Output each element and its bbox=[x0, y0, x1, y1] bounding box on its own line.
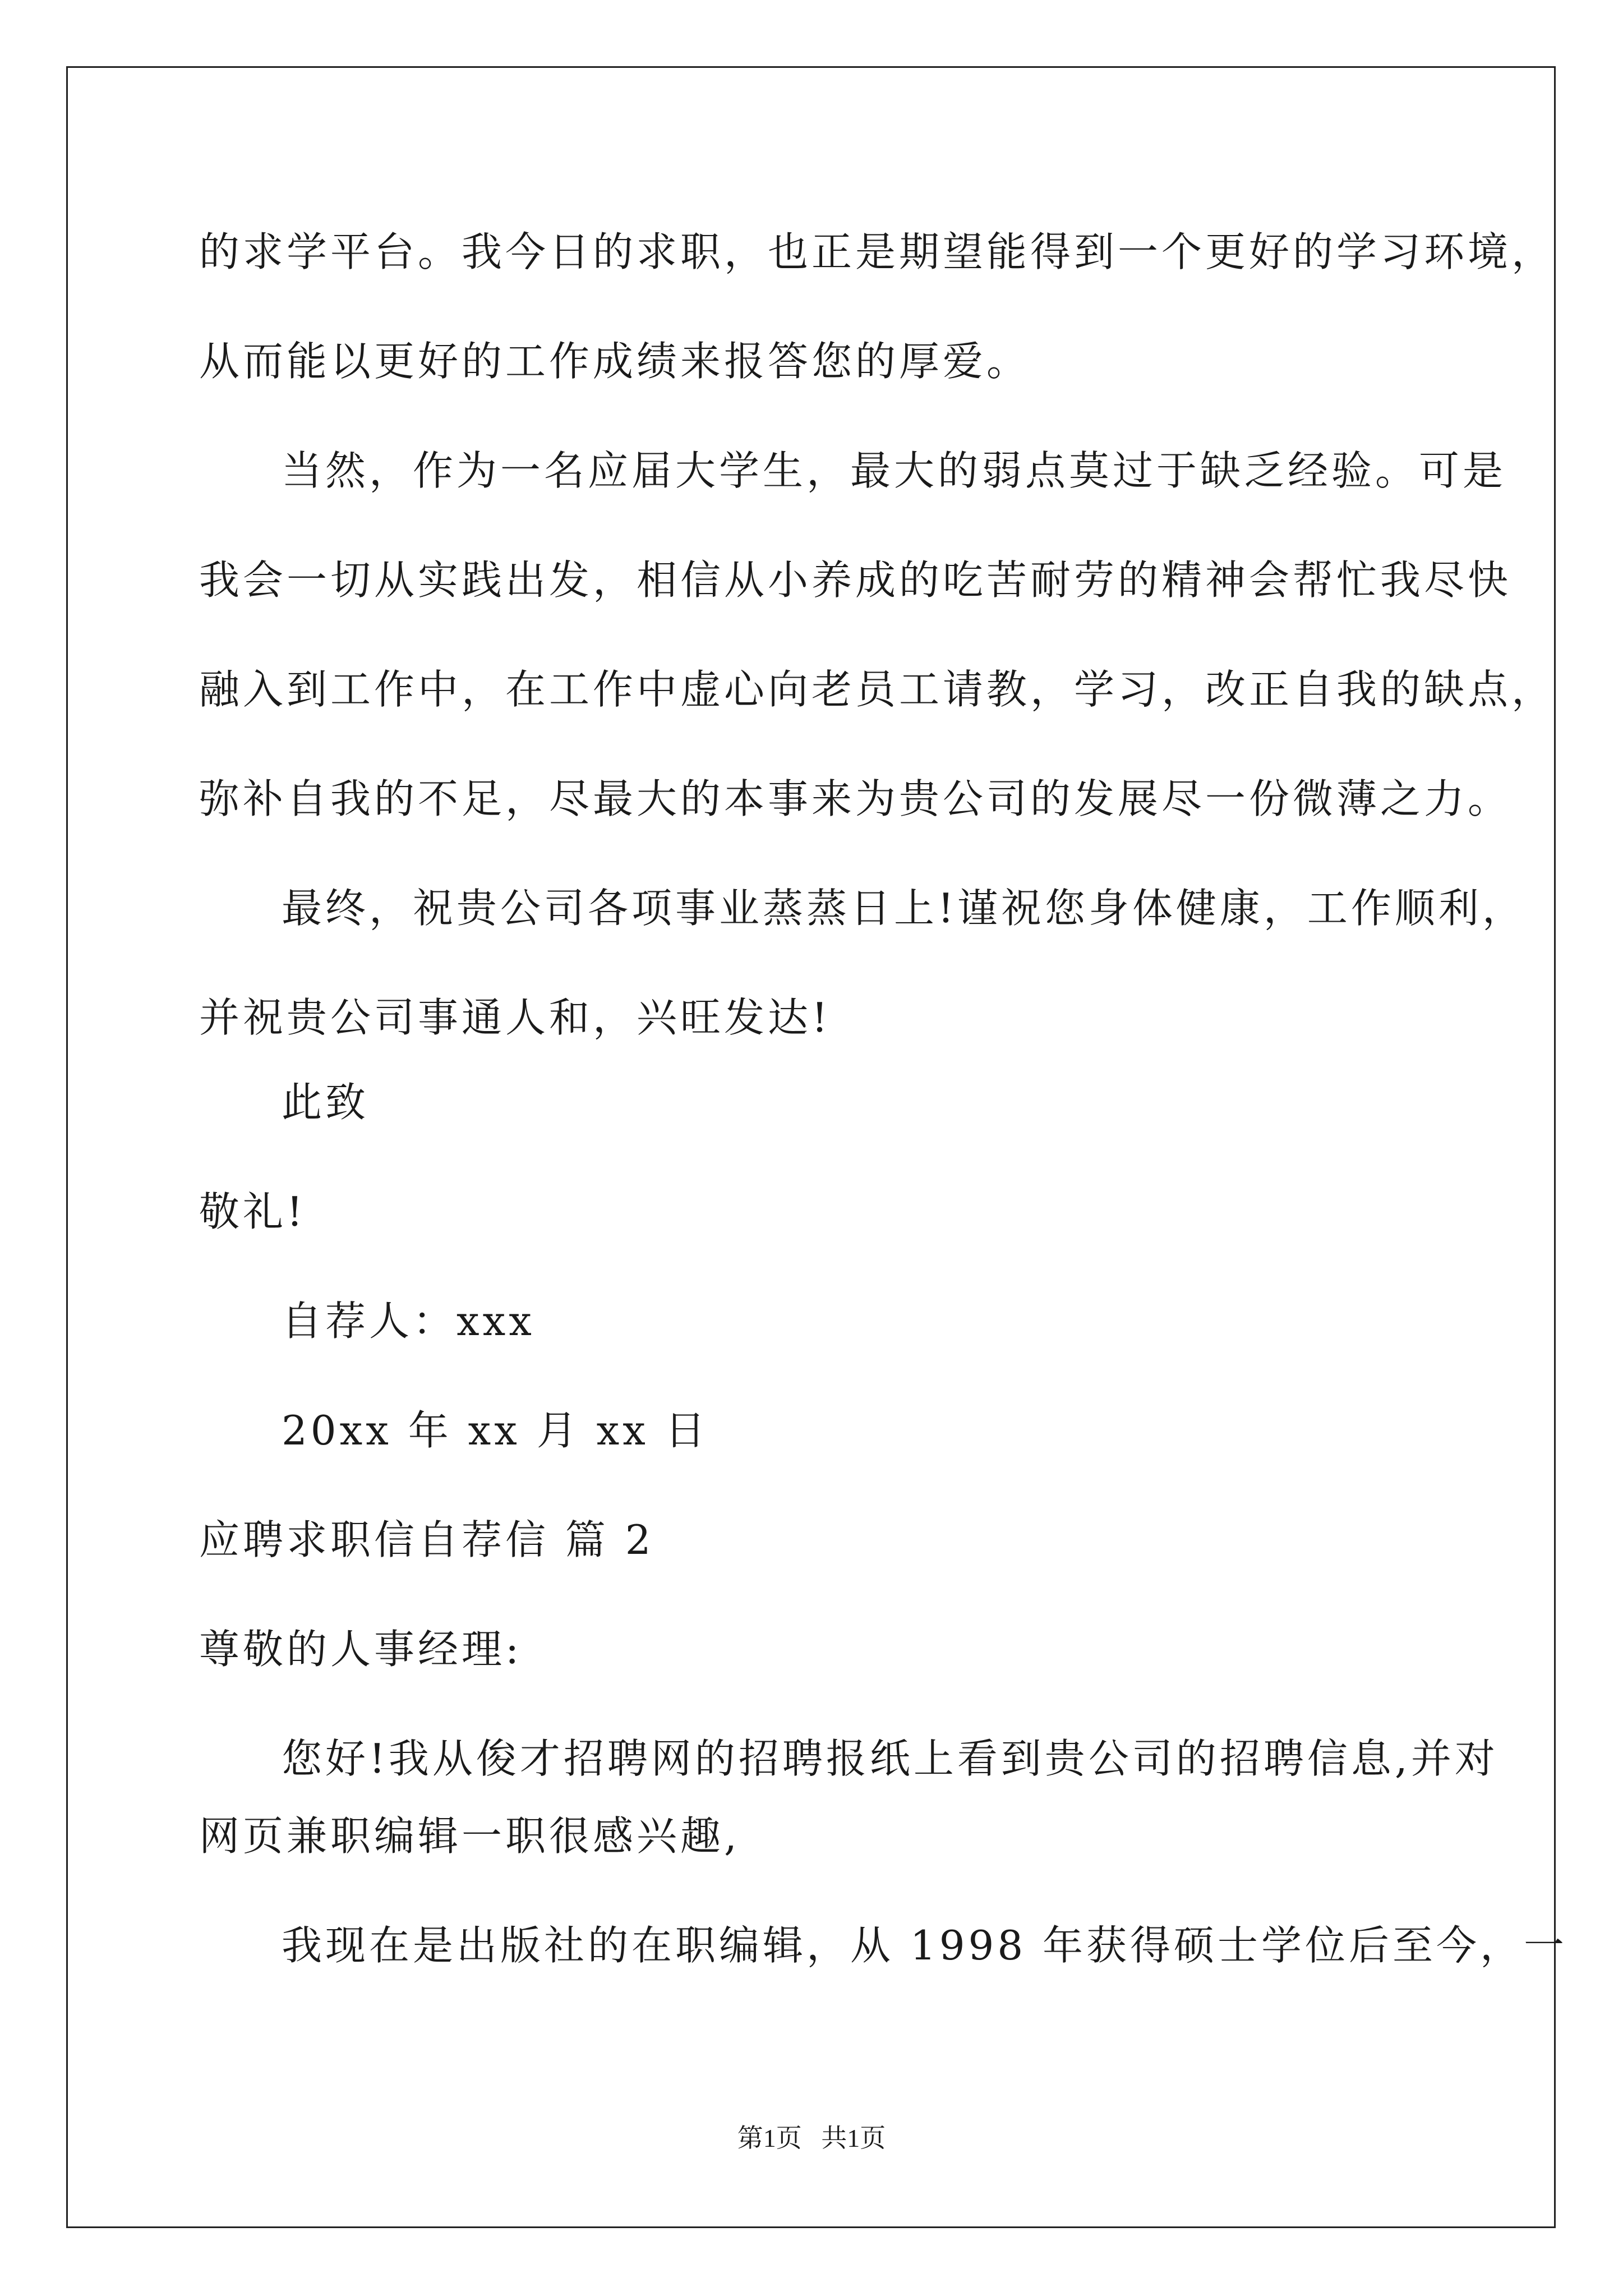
text-line-3: 当然，作为一名应届大学生，最大的弱点莫过于缺乏经验。可是 bbox=[282, 447, 1507, 494]
page-footer: 第1页 共1页 bbox=[737, 2124, 886, 2152]
closing-regards: 敬礼! bbox=[199, 1188, 306, 1235]
text-line-17: 我现在是出版社的在职编辑，从 1998 年获得硕士学位后至今，一 bbox=[282, 1922, 1568, 1969]
signature-line: 自荐人：xxx bbox=[282, 1297, 535, 1345]
text-line-5: 融入到工作中，在工作中虚心向老员工请教，学习，改正自我的缺点， bbox=[199, 666, 1556, 713]
text-line-4: 我会一切从实践出发，相信从小养成的吃苦耐劳的精神会帮忙我尽快 bbox=[199, 556, 1512, 604]
text-line-16: 网页兼职编辑一职很感兴趣, bbox=[199, 1812, 740, 1860]
page-border bbox=[66, 66, 1556, 2228]
text-line-15: 您好!我从俊才招聘网的招聘报纸上看到贵公司的招聘信息,并对 bbox=[282, 1735, 1498, 1782]
text-line-1: 的求学平台。我今日的求职，也正是期望能得到一个更好的学习环境， bbox=[199, 228, 1556, 275]
text-line-2: 从而能以更好的工作成绩来报答您的厚爱。 bbox=[199, 338, 1031, 385]
date-line: 20xx 年 xx 月 xx 日 bbox=[282, 1407, 709, 1454]
greeting-line: 尊敬的人事经理: bbox=[199, 1626, 523, 1673]
text-line-8: 并祝贵公司事通人和，兴旺发达! bbox=[199, 994, 831, 1041]
text-line-7: 最终，祝贵公司各项事业蒸蒸日上!谨祝您身体健康，工作顺利， bbox=[282, 885, 1526, 932]
text-line-6: 弥补自我的不足，尽最大的本事来为贵公司的发展尽一份微薄之力。 bbox=[199, 775, 1512, 822]
section-heading: 应聘求职信自荐信 篇 2 bbox=[199, 1516, 654, 1563]
closing-salutation: 此致 bbox=[282, 1079, 370, 1126]
